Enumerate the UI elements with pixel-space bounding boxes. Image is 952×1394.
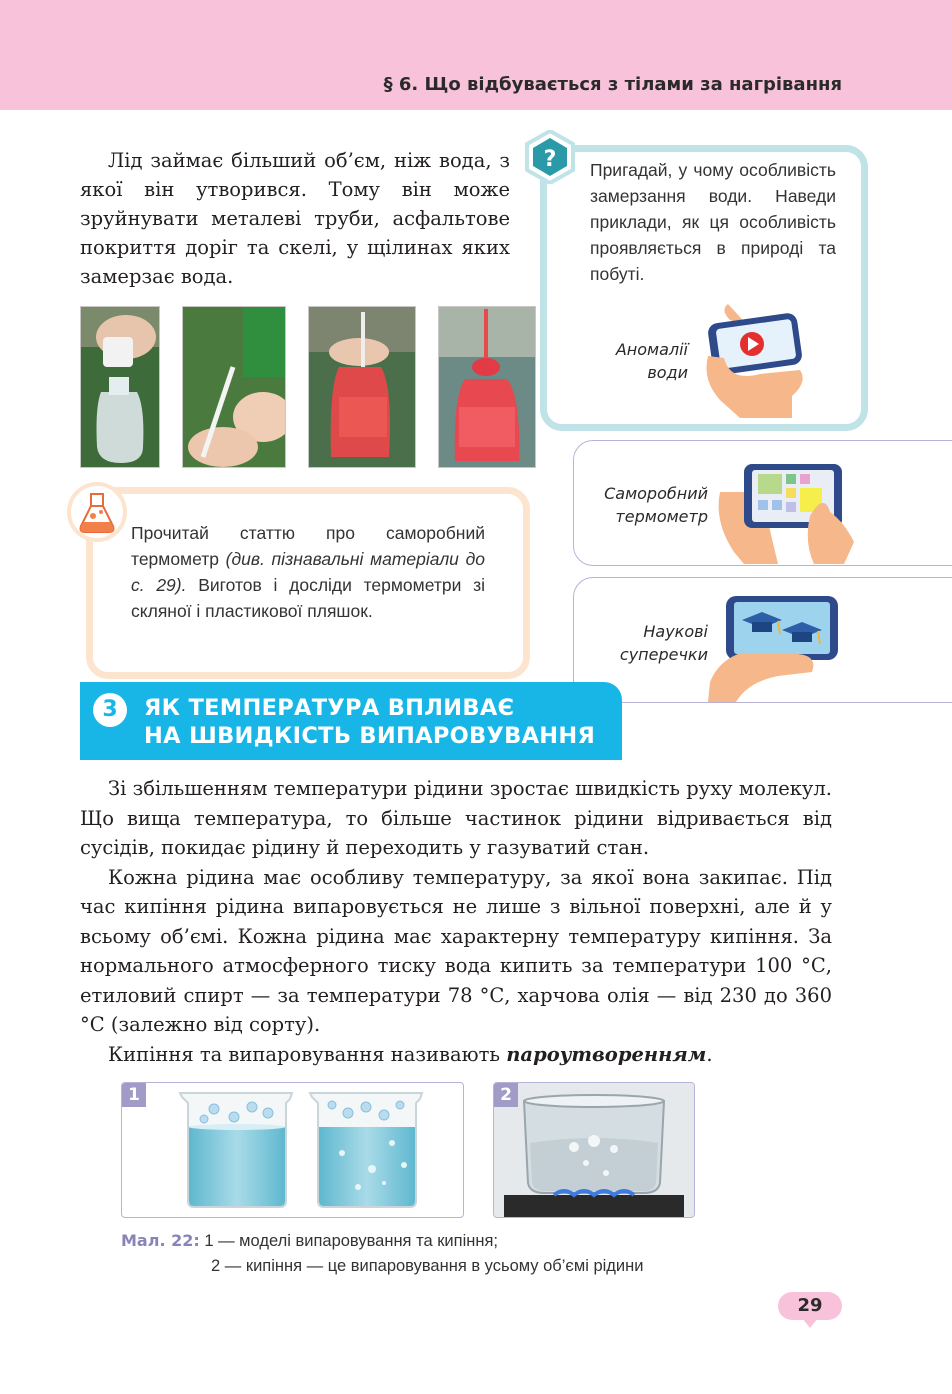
- card-2-label-line-2: суперечки: [619, 645, 708, 664]
- body-paragraph-1: Зі збільшенням температури рідини зростає швидкість руху молекул. Що вища температура, то більше частинок рідини відривається від сусідів, покидає рідину й переходить у газуватий стан.: [80, 777, 832, 859]
- figure-caption-line-2: 2 — кипіння — це випаровування в усьому об’ємі рідини: [211, 1257, 644, 1275]
- photo-bottle-thermometer: [438, 306, 536, 468]
- body-paragraph-3-text: Кипіння та випаровування називають: [108, 1042, 507, 1066]
- article-text: [131, 520, 485, 624]
- phone-video-icon[interactable]: [700, 300, 812, 418]
- beakers-model-illustration: [122, 1083, 463, 1217]
- photo-inserting-straw: [182, 306, 286, 468]
- article-reference[interactable]: (див. пізнавальні матеріали до с. 29).: [131, 549, 485, 595]
- section-title-line-2: НА ШВИДКІСТЬ ВИПАРОВУВАННЯ: [144, 723, 596, 749]
- card-2-label-line-1: Наукові: [643, 622, 708, 641]
- section-title-line-1: ЯК ТЕМПЕРАТУРА ВПЛИВАЄ: [144, 695, 515, 721]
- figure-number-2: 2: [494, 1083, 518, 1107]
- section-number: 3: [93, 693, 127, 727]
- photo-pouring-water: [80, 306, 160, 468]
- question-icon: [523, 130, 577, 184]
- card-1-label-line-1: Саморобний: [604, 484, 708, 503]
- reminder-text: Пригадай, у чому особливість замерзання води. Наведи приклади, як ця особливість проявляється в природі та побуті.: [590, 160, 836, 284]
- video-label-line-1: Аномалії: [615, 340, 688, 359]
- article-text-part-1: Прочитай статтю про саморобний термометр: [131, 523, 485, 569]
- figure-caption-label: Мал. 22:: [121, 1231, 200, 1250]
- video-link-label[interactable]: [580, 338, 688, 384]
- section-body: [80, 774, 832, 1069]
- figure-22-part-1: [121, 1082, 464, 1218]
- figure-caption-line-1: 1 — моделі випаровування та кипіння;: [199, 1232, 498, 1250]
- body-paragraph-2: Кожна рідина має особливу температуру, за якої вона закипає. Під час кипіння рідина випаровується не лише з вільної поверхні, але й у всьому об’ємі. Кожна рідина має характерну температуру кипіння. За нормального атмосферного тиску вода кипить за температури 100 °С, етиловий спирт — за температури 78 °С, харчова олія — від 230 до 360 °С (залежно від сорту).: [80, 865, 832, 1036]
- tablet-app-icon: [714, 452, 864, 564]
- body-paragraph-3-end: .: [706, 1042, 713, 1066]
- card-label-homemade-thermometer: [590, 482, 708, 528]
- svg-text:?: ?: [543, 147, 557, 172]
- body-paragraph-3: [80, 1040, 832, 1070]
- photo-bottle-red-cap: [308, 306, 416, 468]
- figure-caption: [121, 1228, 761, 1279]
- figure-number-1: 1: [122, 1083, 146, 1107]
- page-number: 29: [797, 1295, 823, 1316]
- term-vaporization: пароутворенням: [506, 1042, 707, 1066]
- running-header: § 6. Що відбувається з тілами за нагрівання: [383, 74, 842, 95]
- intro-paragraph: Лід займає більший об’єм, ніж вода, з якої він утворився. Тому він може зруйнувати металеві труби, асфальтове покриття доріг та скелі, у щілинах яких замерзає вода.: [80, 149, 510, 288]
- card-1-label-line-2: термометр: [615, 507, 708, 526]
- flask-icon: [67, 482, 127, 542]
- video-label-line-2: води: [647, 363, 688, 382]
- graduation-cap-icon: [708, 592, 842, 702]
- boiling-pot-photo: [494, 1083, 694, 1217]
- article-text-part-2: Виготов і досліди термометри зі скляної і пластикової пляшок.: [131, 575, 485, 621]
- section-title: [144, 694, 614, 750]
- card-label-scientific-disputes: [590, 620, 708, 666]
- figure-22-part-2: [493, 1082, 695, 1218]
